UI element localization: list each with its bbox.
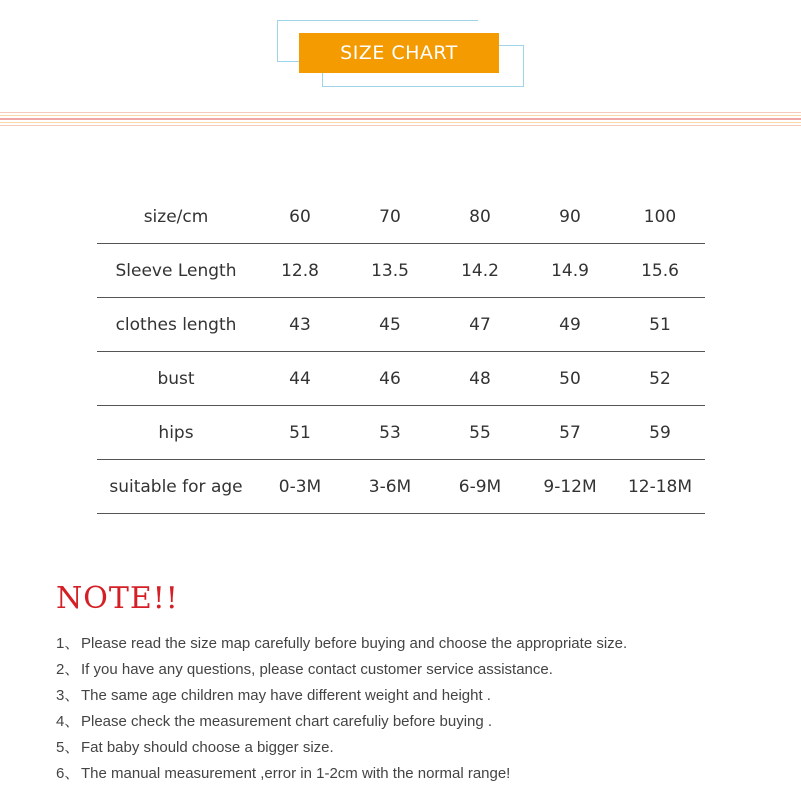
note-text: If you have any questions, please contact customer service assistance. xyxy=(81,661,553,678)
note-item xyxy=(56,683,786,709)
note-number: 6、 xyxy=(56,765,80,782)
note-number: 3、 xyxy=(56,687,80,704)
table-cell: 44 xyxy=(255,352,345,406)
note-text: Please read the size map carefully before buying and choose the appropriate size. xyxy=(81,635,628,652)
decorative-stripes xyxy=(0,112,801,126)
note-item xyxy=(56,735,786,761)
table-cell: 51 xyxy=(615,298,705,352)
table-cell: 49 xyxy=(525,298,615,352)
note-item xyxy=(56,657,786,683)
note-number: 4、 xyxy=(56,713,80,730)
table-row xyxy=(97,460,705,514)
table-cell: 0-3M xyxy=(255,460,345,514)
size-chart-title: SIZE CHART xyxy=(299,33,499,73)
note-text: The same age children may have different weight and height . xyxy=(81,687,491,704)
table-cell: 53 xyxy=(345,406,435,460)
table-cell: 45 xyxy=(345,298,435,352)
note-title: NOTE!! xyxy=(56,581,179,616)
table-cell: 12.8 xyxy=(255,244,345,298)
table-row xyxy=(97,352,705,406)
table-cell: 55 xyxy=(435,406,525,460)
note-number: 5、 xyxy=(56,739,80,756)
table-cell: 100 xyxy=(615,190,705,244)
row-label: suitable for age xyxy=(97,460,255,514)
table-cell: 6-9M xyxy=(435,460,525,514)
table-cell: 52 xyxy=(615,352,705,406)
table-row xyxy=(97,406,705,460)
table-row xyxy=(97,190,705,244)
table-cell: 9-12M xyxy=(525,460,615,514)
note-number: 1、 xyxy=(56,635,80,652)
table-cell: 80 xyxy=(435,190,525,244)
table-cell: 48 xyxy=(435,352,525,406)
row-label: Sleeve Length xyxy=(97,244,255,298)
table-row xyxy=(97,298,705,352)
note-text: The manual measurement ,error in 1-2cm with the normal range! xyxy=(81,765,511,782)
table-cell: 57 xyxy=(525,406,615,460)
note-text: Please check the measurement chart carefuliy before buying . xyxy=(81,713,493,730)
table-cell: 12-18M xyxy=(615,460,705,514)
table-cell: 14.9 xyxy=(525,244,615,298)
row-label: bust xyxy=(97,352,255,406)
table-cell: 50 xyxy=(525,352,615,406)
size-table xyxy=(97,190,705,514)
note-number: 2、 xyxy=(56,661,80,678)
note-item xyxy=(56,761,786,787)
table-cell: 15.6 xyxy=(615,244,705,298)
row-label: size/cm xyxy=(97,190,255,244)
note-item xyxy=(56,631,786,657)
table-row xyxy=(97,244,705,298)
table-cell: 47 xyxy=(435,298,525,352)
table-cell: 14.2 xyxy=(435,244,525,298)
table-cell: 60 xyxy=(255,190,345,244)
table-cell: 59 xyxy=(615,406,705,460)
note-text: Fat baby should choose a bigger size. xyxy=(81,739,334,756)
table-cell: 51 xyxy=(255,406,345,460)
table-cell: 90 xyxy=(525,190,615,244)
row-label: clothes length xyxy=(97,298,255,352)
table-cell: 43 xyxy=(255,298,345,352)
table-cell: 13.5 xyxy=(345,244,435,298)
note-item xyxy=(56,709,786,735)
table-cell: 70 xyxy=(345,190,435,244)
note-list xyxy=(56,631,786,787)
row-label: hips xyxy=(97,406,255,460)
table-cell: 3-6M xyxy=(345,460,435,514)
table-cell: 46 xyxy=(345,352,435,406)
